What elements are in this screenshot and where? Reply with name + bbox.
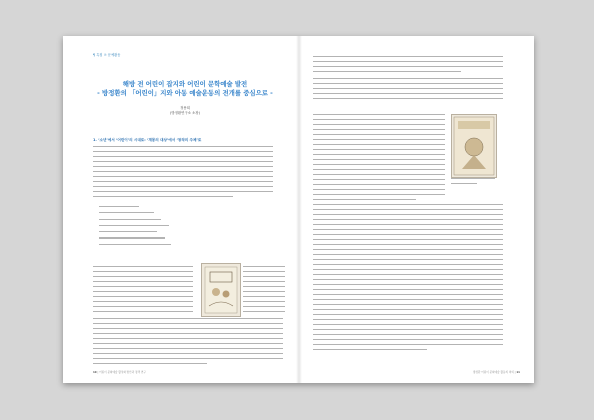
right-text-block-1 xyxy=(313,56,503,76)
vintage-illustration xyxy=(452,115,496,177)
book-spread xyxy=(63,36,534,383)
body-text-block-1 xyxy=(93,146,273,201)
section-heading: 1. ‘소년’에서 ‘어린이’의 시대로: ‘계몽의 대상’에서 ‘창작의 주체’로 xyxy=(93,138,202,142)
article-title xyxy=(95,80,275,98)
author-affiliation: (방정환연구소 소장) xyxy=(170,111,200,115)
author-block xyxy=(95,106,275,116)
title-line-1: 해방 전 어린이 잡지와 어린이 문학예술 발전 xyxy=(122,80,248,88)
right-page xyxy=(299,36,534,383)
right-footer xyxy=(473,370,520,374)
title-line-2: - 방정환의 「어린이」지와 아동 예술운동의 전개를 중심으로 - xyxy=(97,89,273,97)
figure-side-text xyxy=(243,266,285,316)
figure-caption-lines xyxy=(451,178,511,188)
left-page xyxy=(63,36,299,383)
author-name: 정용희 xyxy=(180,106,190,110)
right-text-block-2 xyxy=(313,78,503,103)
poem-block xyxy=(99,206,199,250)
vintage-illustration-image xyxy=(451,114,497,178)
body-text-block-3 xyxy=(93,318,283,368)
section-tag: ¶ 특집 ② 문예활동 xyxy=(93,53,121,57)
body-text-block-2 xyxy=(93,266,193,316)
left-page-number: 10 xyxy=(93,371,97,374)
left-footer-text: | 어린이 문화예술 활성화 방안과 정책 연구 xyxy=(97,371,146,374)
left-footer xyxy=(93,370,146,374)
right-text-block-3 xyxy=(313,114,445,204)
right-footer-text: 방정환 어린이 문화예술 활동의 의의 | xyxy=(472,371,516,374)
magazine-cover-illustration xyxy=(202,264,240,316)
magazine-cover-image xyxy=(201,263,241,317)
right-page-number: 11 xyxy=(516,371,520,374)
right-text-block-4 xyxy=(313,204,503,354)
